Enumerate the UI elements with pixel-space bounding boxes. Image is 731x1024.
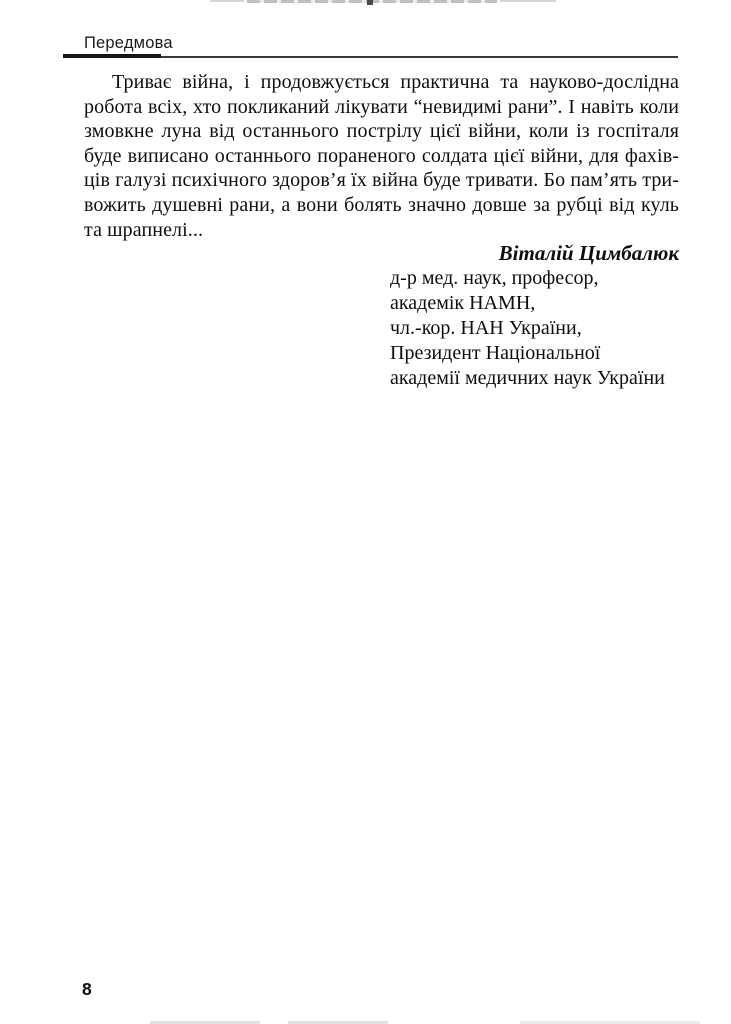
body-paragraph: [84, 70, 679, 242]
paragraph-line: вожить душевні рани, а вони болять значно довше за рубці від куль: [84, 193, 679, 216]
header-rule-accent: [63, 54, 161, 58]
credential-line: академік НАМН,: [390, 292, 536, 314]
paragraph-line: Триває війна, і продовжується практична та науково-дослідна: [112, 71, 679, 93]
paragraph-line: змовкне луна від останнього пострілу цієї війни, коли із госпіталя: [84, 120, 679, 143]
credential-line: академії медичних наук України: [390, 367, 665, 389]
page-title: Передмова: [84, 34, 173, 52]
paragraph-line: буде виписано останнього пораненого солдата цієї війни, для фахів-: [84, 144, 679, 167]
credential-line: д-р мед. наук, професор,: [390, 267, 599, 289]
paragraph-line: ців галузі психічного здоров’я їх війна буде тривати. Бо пам’ять три-: [84, 169, 679, 192]
top-page-remnant: [500, 0, 556, 2]
paragraph-line: та шрапнелі...: [84, 218, 204, 241]
paragraph-line: робота всіх, хто покликаний лікувати “невидимі рани”. І навіть коли: [84, 95, 679, 118]
credential-line: Президент Національної: [390, 342, 601, 364]
signature-name: Віталій Цимбалюк: [498, 241, 679, 265]
top-page-remnant: [210, 0, 244, 2]
page-number: 8: [82, 979, 92, 999]
top-page-remnant: [367, 0, 373, 5]
credential-line: чл.-кор. НАН України,: [390, 317, 582, 339]
signature-credentials: [390, 266, 665, 391]
